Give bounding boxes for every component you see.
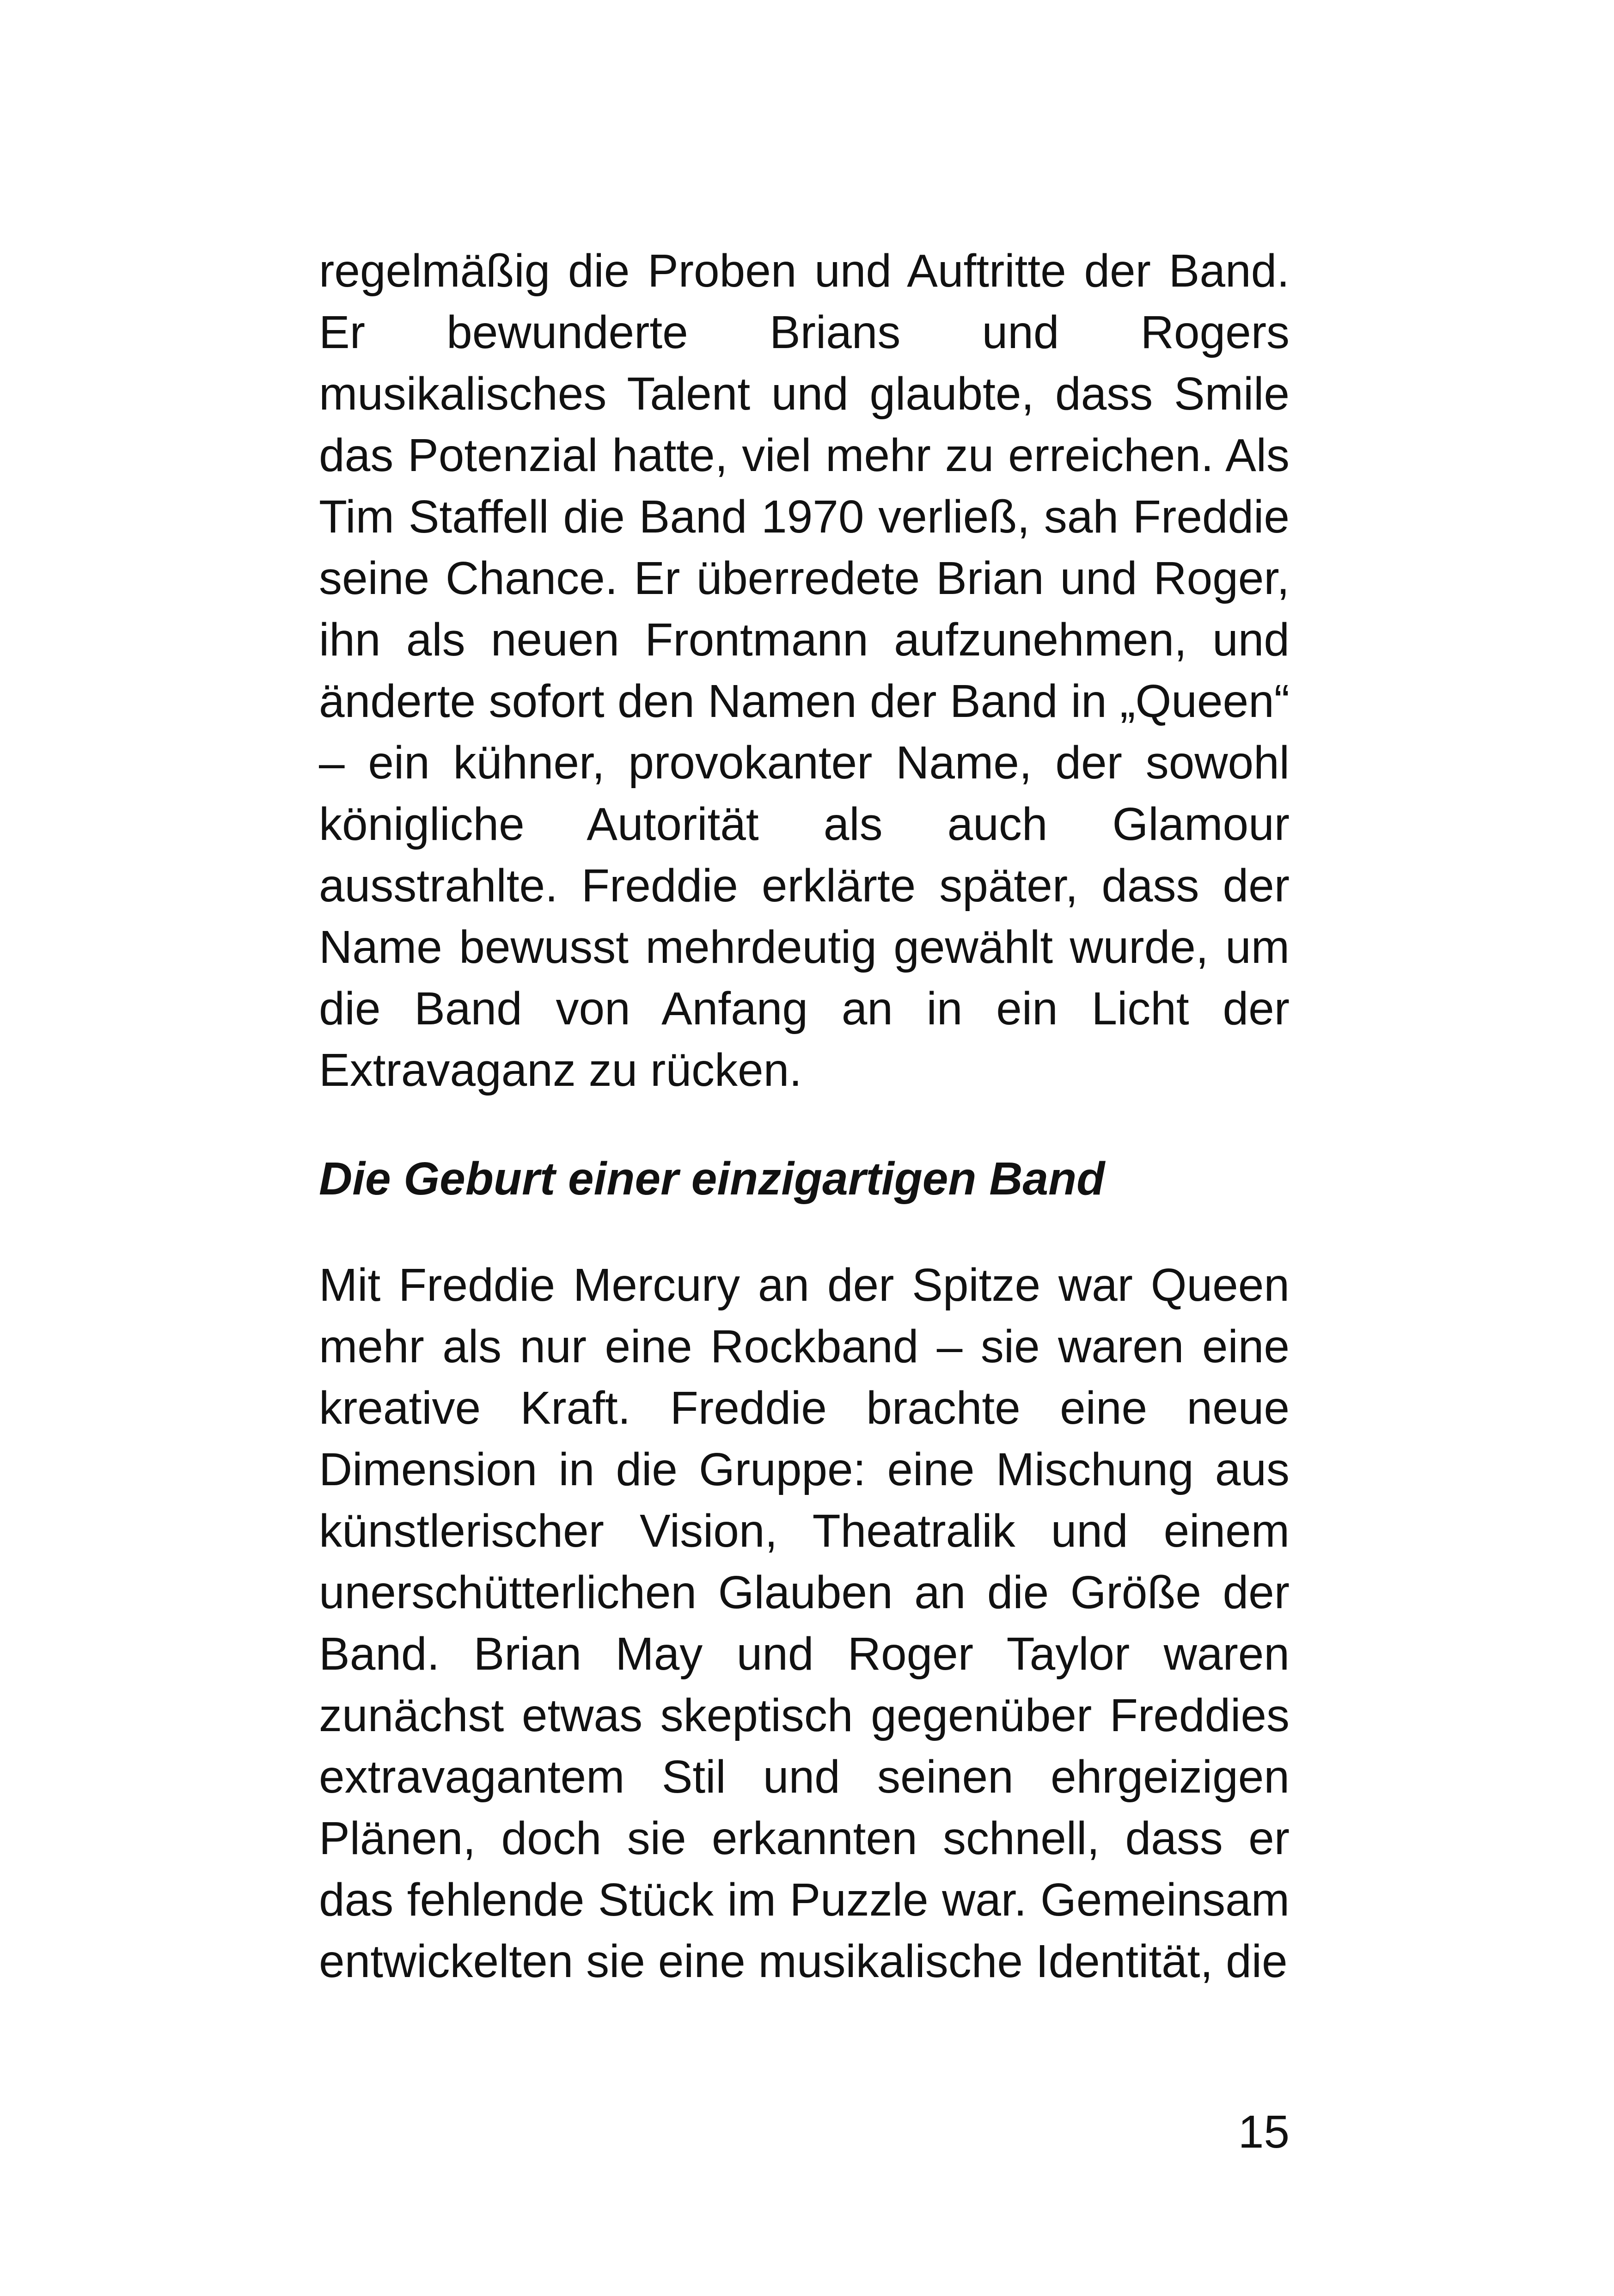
page-number: 15 [1238,2106,1290,2158]
body-paragraph-2: Mit Freddie Mercury an der Spitze war Queen mehr als nur eine Rockband – sie waren eine kreative Kraft. Freddie brachte eine neue Dimension in die Gruppe: eine Mischung aus künstlerischer Vision, Theatralik und einem unerschütterlichen Glauben an die Größe der Band. Brian May und Roger Taylor waren zunächst etwas skeptisch gegenüber Freddies extravagantem Stil und seinen ehrgeizigen Plänen, doch sie erkannten schnell, dass er das fehlende Stück im Puzzle war. Gemeinsam entwickelten sie eine musikalische Identität, die [319,1259,1290,1987]
body-paragraph-1: regelmäßig die Proben und Auftritte der Band. Er bewunderte Brians und Rogers musikalisches Talent und glaubte, dass Smile das Potenzial hatte, viel mehr zu erreichen. Als Tim Staffell die Band 1970 verließ, sah Freddie seine Chance. Er überredete Brian und Roger, ihn als neuen Frontmann aufzunehmen, und änderte sofort den Namen der Band in „Queen“ – ein kühner, provokanter Name, der sowohl königliche Autorität als auch Glamour ausstrahlte. Freddie erklärte später, dass der Name bewusst mehrdeutig gewählt wurde, um die Band von Anfang an in ein Licht der Extravaganz zu rücken. [319,245,1290,1096]
section-heading: Die Geburt einer einzigartigen Band [319,1153,1105,1205]
